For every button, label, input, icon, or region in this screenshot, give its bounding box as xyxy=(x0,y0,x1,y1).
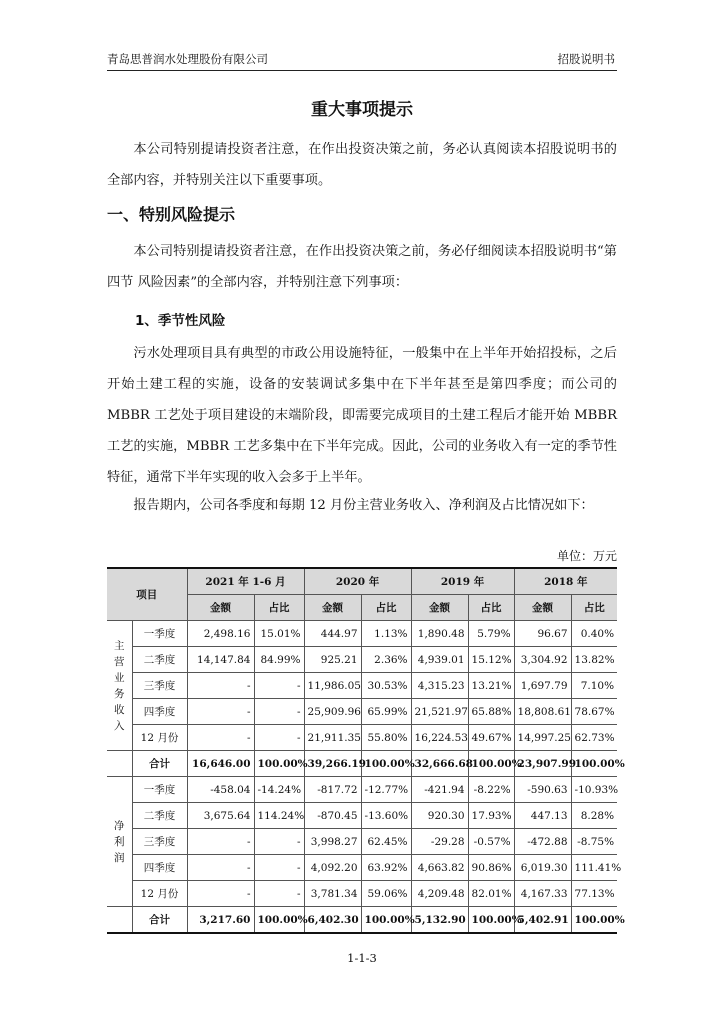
table-cell: 444.97 xyxy=(304,621,361,647)
table-cell: 1,697.79 xyxy=(514,673,571,699)
quarterly-table xyxy=(107,567,625,934)
table-header-ratio: 占比 xyxy=(571,595,617,621)
table-row xyxy=(107,673,617,699)
table-cell: 3,304.92 xyxy=(514,647,571,673)
table-row xyxy=(107,855,617,881)
table-group-label: 净利润 xyxy=(107,777,132,907)
table-group-label: 主营业务收入 xyxy=(107,621,132,751)
table-cell: - xyxy=(254,855,304,881)
table-cell: - xyxy=(254,725,304,751)
table-cell: - xyxy=(254,829,304,855)
subsection-heading: 1、季节性风险 xyxy=(135,313,226,329)
table-cell: 3,998.27 xyxy=(304,829,361,855)
table-cell: 13.82% xyxy=(571,647,617,673)
table-cell: 3,781.34 xyxy=(304,881,361,907)
table-row-label: 一季度 xyxy=(132,621,187,647)
table-row-label: 一季度 xyxy=(132,777,187,803)
table-row-label: 12 月份 xyxy=(132,725,187,751)
table-cell: -421.94 xyxy=(411,777,468,803)
table-cell: 2.36% xyxy=(361,647,411,673)
table-total-cell: 16,646.00 xyxy=(187,751,254,777)
table-cell: 82.01% xyxy=(468,881,514,907)
table-row-label: 四季度 xyxy=(132,699,187,725)
table-unit: 单位：万元 xyxy=(556,549,617,563)
table-cell: 62.45% xyxy=(361,829,411,855)
table-cell: 63.92% xyxy=(361,855,411,881)
table-cell: -472.88 xyxy=(514,829,571,855)
table-cell: 1.13% xyxy=(361,621,411,647)
table-cell: 84.99% xyxy=(254,647,304,673)
table-row xyxy=(107,881,617,907)
table-header-period: 2020 年 xyxy=(304,568,411,595)
section-paragraph: 本公司特别提请投资者注意，在作出投资决策之前，务必仔细阅读本招股说明书“第四节 风险因素”的全部内容，并特别注意下列事项： xyxy=(107,244,617,290)
table-cell: 15.01% xyxy=(254,621,304,647)
table-intro-paragraph: 报告期内，公司各季度和每期 12 月份主营业务收入、净利润及占比情况如下： xyxy=(133,498,594,513)
table-cell: 4,663.82 xyxy=(411,855,468,881)
table-blank-cell xyxy=(107,907,132,934)
table-total-cell: 39,266.19 xyxy=(304,751,361,777)
table-total-label: 合计 xyxy=(132,907,187,934)
table-cell: - xyxy=(254,673,304,699)
table-total-cell: 100.00% xyxy=(468,751,514,777)
table-cell: 4,315.23 xyxy=(411,673,468,699)
table-total-cell: 32,666.68 xyxy=(411,751,468,777)
table-cell: 90.86% xyxy=(468,855,514,881)
table-header-ratio: 占比 xyxy=(361,595,411,621)
page-title: 重大事项提示 xyxy=(311,100,413,120)
table-header-amount: 金额 xyxy=(187,595,254,621)
table-cell: - xyxy=(187,725,254,751)
table-cell: -817.72 xyxy=(304,777,361,803)
seasonal-risk-paragraph: 污水处理项目具有典型的市政公用设施特征，一般集中在上半年开始招投标，之后开始土建工程的实施，设备的安装调试多集中在下半年甚至是第四季度；而公司的 MBBR 工艺处于项目建设的末端阶段，即需要完成项目的土建工程后才能开始 MBBR 工艺的实施，MBBR 工艺多集中在下半年完成。因此，公司的业务收入有一定的季节性特征，通常下半年实现的收入会多于上半年。 xyxy=(107,346,617,485)
table-cell: 59.06% xyxy=(361,881,411,907)
table-cell: -590.63 xyxy=(514,777,571,803)
table-total-cell: 100.00% xyxy=(361,751,411,777)
table-total-cell: 100.00% xyxy=(571,751,617,777)
table-cell: 4,092.20 xyxy=(304,855,361,881)
page-header xyxy=(107,48,617,71)
table-cell: -14.24% xyxy=(254,777,304,803)
table-total-row xyxy=(107,907,617,934)
table-cell: 17.93% xyxy=(468,803,514,829)
section-heading: 一、特别风险提示 xyxy=(107,205,236,224)
table-total-label: 合计 xyxy=(132,751,187,777)
table-cell: -8.22% xyxy=(468,777,514,803)
document-type: 招股说明书 xyxy=(557,52,615,66)
table-cell: 96.67 xyxy=(514,621,571,647)
table-header-amount: 金额 xyxy=(304,595,361,621)
table-cell: 920.30 xyxy=(411,803,468,829)
table-cell: -0.57% xyxy=(468,829,514,855)
table-cell: 13.21% xyxy=(468,673,514,699)
table-cell: 2,498.16 xyxy=(187,621,254,647)
table-row xyxy=(107,725,617,751)
table-row xyxy=(107,647,617,673)
intro-paragraph: 本公司特别提请投资者注意，在作出投资决策之前，务必认真阅读本招股说明书的全部内容，并特别关注以下重要事项。 xyxy=(107,142,617,188)
table-cell: 49.67% xyxy=(468,725,514,751)
table-total-row xyxy=(107,751,617,777)
table-cell: 8.28% xyxy=(571,803,617,829)
table-cell: -870.45 xyxy=(304,803,361,829)
table-cell: 1,890.48 xyxy=(411,621,468,647)
table-cell: -10.93% xyxy=(571,777,617,803)
table-row xyxy=(107,699,617,725)
table-header-period: 2021 年 1-6 月 xyxy=(187,568,304,595)
table-cell: 65.88% xyxy=(468,699,514,725)
table-cell: - xyxy=(187,881,254,907)
table-cell: 0.40% xyxy=(571,621,617,647)
table-cell: 6,019.30 xyxy=(514,855,571,881)
table-row xyxy=(107,621,617,647)
table-cell: - xyxy=(187,673,254,699)
table-cell: - xyxy=(187,855,254,881)
table-row xyxy=(107,803,617,829)
table-total-cell: 5,402.91 xyxy=(514,907,571,934)
table-cell: 111.41% xyxy=(571,855,617,881)
table-row-label: 12 月份 xyxy=(132,881,187,907)
table-header-ratio: 占比 xyxy=(468,595,514,621)
page-number: 1-1-3 xyxy=(347,951,377,965)
table-total-cell: 100.00% xyxy=(254,907,304,934)
company-name: 青岛思普润水处理股份有限公司 xyxy=(107,52,268,66)
table-cell: 4,167.33 xyxy=(514,881,571,907)
table-cell: -13.60% xyxy=(361,803,411,829)
table-cell: 114.24% xyxy=(254,803,304,829)
table-cell: 925.21 xyxy=(304,647,361,673)
table-cell: -29.28 xyxy=(411,829,468,855)
table-total-cell: 100.00% xyxy=(361,907,411,934)
table-cell: 30.53% xyxy=(361,673,411,699)
table-header-period: 2018 年 xyxy=(514,568,617,595)
table-total-cell: 23,907.99 xyxy=(514,751,571,777)
table-cell: -8.75% xyxy=(571,829,617,855)
table-cell: -12.77% xyxy=(361,777,411,803)
table-total-cell: 100.00% xyxy=(571,907,617,934)
table-header-period: 2019 年 xyxy=(411,568,514,595)
table-cell: 55.80% xyxy=(361,725,411,751)
table-cell: - xyxy=(254,699,304,725)
table-row-label: 二季度 xyxy=(132,647,187,673)
table-total-cell: 100.00% xyxy=(468,907,514,934)
table-row xyxy=(107,777,617,803)
table-cell: 4,209.48 xyxy=(411,881,468,907)
table-cell: 15.12% xyxy=(468,647,514,673)
table-row-label: 二季度 xyxy=(132,803,187,829)
table-cell: - xyxy=(254,881,304,907)
table-cell: 16,224.53 xyxy=(411,725,468,751)
table-cell: 25,909.96 xyxy=(304,699,361,725)
table-cell: - xyxy=(187,699,254,725)
table-header-amount: 金额 xyxy=(514,595,571,621)
table-header-item: 项目 xyxy=(107,568,187,621)
table-cell: 18,808.61 xyxy=(514,699,571,725)
table-cell: 7.10% xyxy=(571,673,617,699)
table-cell: 78.67% xyxy=(571,699,617,725)
table-row-label: 三季度 xyxy=(132,673,187,699)
table-cell: 4,939.01 xyxy=(411,647,468,673)
table-cell: 14,147.84 xyxy=(187,647,254,673)
table-cell: 21,911.35 xyxy=(304,725,361,751)
table-row-label: 三季度 xyxy=(132,829,187,855)
table-blank-cell xyxy=(107,751,132,777)
table-row-label: 四季度 xyxy=(132,855,187,881)
table-total-cell: 3,217.60 xyxy=(187,907,254,934)
table-total-cell: 6,402.30 xyxy=(304,907,361,934)
table-total-cell: 5,132.90 xyxy=(411,907,468,934)
table-row xyxy=(107,829,617,855)
table-cell: 21,521.97 xyxy=(411,699,468,725)
table-cell: 77.13% xyxy=(571,881,617,907)
table-total-cell: 100.00% xyxy=(254,751,304,777)
table-cell: 65.99% xyxy=(361,699,411,725)
table-cell: 62.73% xyxy=(571,725,617,751)
table-cell: 447.13 xyxy=(514,803,571,829)
table-cell: 3,675.64 xyxy=(187,803,254,829)
table-cell: -458.04 xyxy=(187,777,254,803)
table-header-ratio: 占比 xyxy=(254,595,304,621)
table-cell: 5.79% xyxy=(468,621,514,647)
table-cell: 14,997.25 xyxy=(514,725,571,751)
table-cell: - xyxy=(187,829,254,855)
table-cell: 11,986.05 xyxy=(304,673,361,699)
table-header-amount: 金额 xyxy=(411,595,468,621)
